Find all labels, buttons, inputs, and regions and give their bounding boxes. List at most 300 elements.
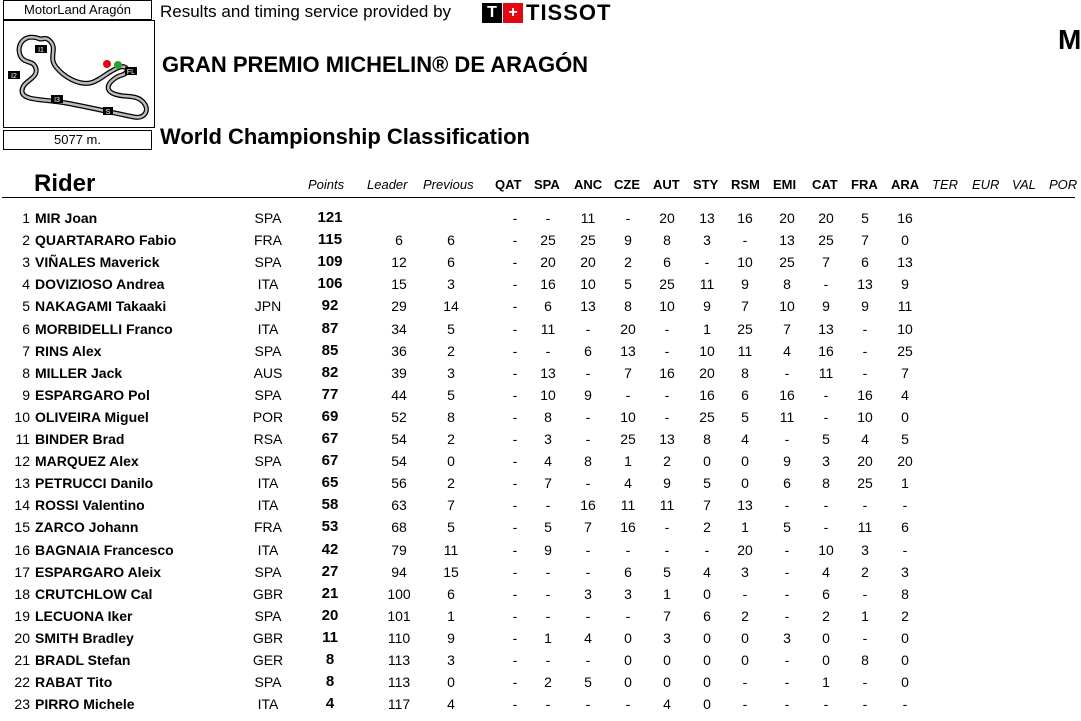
- leader-gap-cell: 44: [391, 386, 407, 403]
- table-row: [0, 671, 1075, 693]
- previous-gap-cell: 14: [443, 298, 459, 315]
- race-points-cell: -: [742, 696, 748, 713]
- race-points-cell: 3: [861, 541, 869, 558]
- race-points-cell: 0: [901, 629, 909, 646]
- table-row: [0, 229, 1075, 251]
- nation-cell: SPA: [254, 563, 282, 580]
- leader-gap-cell: 63: [391, 497, 407, 514]
- leader-gap-cell: 54: [391, 453, 407, 470]
- race-points-cell: 8: [783, 276, 791, 293]
- race-points-cell: 25: [737, 320, 753, 337]
- race-points-cell: 10: [779, 298, 795, 315]
- race-points-cell: 4: [703, 563, 711, 580]
- race-points-cell: 2: [663, 453, 671, 470]
- race-points-cell: 2: [624, 254, 632, 271]
- nation-cell: FRA: [254, 232, 282, 249]
- leader-gap-cell: 113: [387, 652, 411, 668]
- position-cell: 9: [22, 386, 30, 403]
- points-cell: 69: [321, 407, 339, 425]
- rider-name-cell: BINDER Brad: [35, 431, 125, 447]
- race-points-cell: 16: [699, 386, 715, 403]
- race-points-cell: -: [784, 541, 790, 558]
- race-points-cell: -: [862, 320, 868, 337]
- leader-gap-cell: 94: [391, 563, 407, 580]
- race-points-cell: 5: [544, 519, 552, 536]
- race-points-cell: -: [512, 696, 518, 713]
- nation-cell: SPA: [254, 453, 282, 470]
- race-points-cell: 16: [737, 210, 753, 226]
- race-points-cell: 16: [659, 364, 675, 381]
- future-race-column-header: VAL: [1012, 177, 1036, 192]
- previous-gap-cell: 0: [447, 674, 455, 691]
- points-cell: 27: [321, 562, 339, 580]
- nation-cell: AUS: [253, 364, 283, 381]
- race-points-cell: 25: [857, 475, 873, 492]
- race-points-cell: -: [664, 386, 670, 403]
- race-points-cell: 6: [741, 386, 749, 403]
- table-row: [0, 251, 1075, 273]
- leader-gap-cell: 100: [387, 585, 411, 602]
- race-points-cell: 4: [584, 629, 592, 646]
- tissot-t-icon: T: [482, 3, 502, 23]
- race-points-cell: 3: [584, 585, 592, 602]
- future-race-column-header: EUR: [972, 177, 1000, 192]
- race-points-cell: 8: [584, 453, 592, 470]
- previous-gap-cell: 5: [447, 519, 455, 536]
- race-points-cell: 9: [544, 541, 552, 558]
- points-cell: 109: [317, 253, 343, 271]
- race-points-cell: -: [742, 674, 748, 691]
- race-points-cell: 3: [624, 585, 632, 602]
- race-points-cell: -: [784, 674, 790, 691]
- race-points-cell: -: [512, 276, 518, 293]
- nation-cell: ITA: [257, 497, 279, 514]
- race-points-cell: 16: [857, 386, 873, 403]
- race-points-cell: -: [664, 519, 670, 536]
- race-points-cell: 5: [663, 563, 671, 580]
- race-column-header: AUT: [653, 177, 680, 192]
- race-points-cell: -: [902, 541, 908, 558]
- race-points-cell: 4: [544, 453, 552, 470]
- race-points-cell: 1: [741, 519, 749, 536]
- timing-service-text: Results and timing service provided by: [160, 2, 452, 21]
- race-points-cell: 25: [540, 232, 556, 249]
- race-points-cell: 11: [737, 342, 753, 359]
- race-points-cell: -: [512, 364, 518, 381]
- previous-gap-cell: 6: [447, 232, 455, 249]
- race-points-cell: 6: [822, 585, 830, 602]
- table-row: [0, 516, 1075, 538]
- position-cell: 14: [14, 497, 30, 514]
- position-cell: 23: [14, 696, 30, 713]
- points-cell: 42: [321, 540, 339, 558]
- race-points-cell: 25: [580, 232, 596, 249]
- table-row: [0, 583, 1075, 605]
- points-cell: 20: [321, 606, 339, 624]
- leader-gap-cell: 29: [391, 298, 407, 315]
- race-points-cell: 1: [703, 320, 711, 337]
- points-cell: 11: [322, 628, 338, 646]
- race-points-cell: -: [585, 364, 591, 381]
- race-points-cell: -: [545, 497, 551, 514]
- race-column-header: EMI: [773, 177, 797, 192]
- leader-gap-cell: 6: [395, 232, 403, 249]
- map-label-i3: I3: [54, 97, 60, 104]
- race-points-cell: 3: [663, 629, 671, 646]
- race-points-cell: 0: [901, 232, 909, 249]
- position-cell: 3: [22, 254, 30, 271]
- position-cell: 1: [22, 210, 30, 226]
- race-points-cell: 13: [737, 497, 753, 514]
- previous-gap-cell: 3: [447, 364, 455, 381]
- race-points-cell: 20: [857, 453, 873, 470]
- table-row: [0, 494, 1075, 516]
- rider-name-cell: NAKAGAMI Takaaki: [35, 298, 167, 315]
- race-points-cell: 0: [663, 652, 671, 668]
- race-points-cell: 8: [544, 408, 552, 425]
- race-points-cell: 0: [703, 652, 711, 668]
- rider-column-header: Rider: [34, 170, 96, 197]
- race-column-header: ANC: [574, 177, 603, 192]
- race-points-cell: 8: [822, 475, 830, 492]
- race-points-cell: -: [823, 408, 829, 425]
- race-points-cell: 0: [703, 629, 711, 646]
- race-points-cell: 0: [901, 652, 909, 668]
- race-points-cell: 7: [901, 364, 909, 381]
- points-cell: 85: [321, 341, 339, 359]
- race-points-cell: -: [512, 519, 518, 536]
- race-points-cell: 9: [663, 475, 671, 492]
- nation-cell: SPA: [254, 674, 282, 691]
- race-points-cell: 0: [901, 408, 909, 425]
- race-points-cell: 0: [741, 475, 749, 492]
- race-points-cell: 6: [544, 298, 552, 315]
- race-points-cell: 7: [544, 475, 552, 492]
- race-points-cell: 8: [861, 652, 869, 668]
- race-points-cell: 0: [624, 629, 632, 646]
- race-points-cell: 4: [861, 431, 869, 447]
- race-points-cell: -: [545, 210, 551, 226]
- nation-cell: GER: [252, 652, 284, 668]
- previous-gap-cell: 2: [447, 342, 455, 359]
- race-points-cell: -: [862, 342, 868, 359]
- position-cell: 2: [22, 232, 30, 249]
- race-points-cell: 20: [897, 453, 913, 470]
- race-points-cell: 25: [779, 254, 795, 271]
- race-points-cell: -: [625, 696, 631, 713]
- race-points-cell: 16: [620, 519, 636, 536]
- race-points-cell: 7: [663, 607, 671, 624]
- rider-name-cell: VIÑALES Maverick: [35, 254, 160, 271]
- classification-title: World Championship Classification: [160, 124, 530, 149]
- position-cell: 22: [14, 674, 30, 691]
- race-points-cell: -: [862, 629, 868, 646]
- race-points-cell: -: [823, 386, 829, 403]
- race-points-cell: -: [784, 696, 790, 713]
- race-points-cell: 6: [783, 475, 791, 492]
- previous-gap-cell: 3: [447, 276, 455, 293]
- position-cell: 21: [14, 652, 30, 668]
- nation-cell: RSA: [253, 431, 283, 447]
- rider-name-cell: SMITH Bradley: [35, 629, 134, 646]
- race-points-cell: 11: [540, 320, 556, 337]
- rider-name-cell: DOVIZIOSO Andrea: [35, 276, 165, 293]
- circuit-length: 5077 m.: [3, 130, 152, 150]
- race-points-cell: 25: [897, 342, 913, 359]
- race-points-cell: 6: [584, 342, 592, 359]
- race-points-cell: 0: [741, 652, 749, 668]
- race-points-cell: 20: [818, 210, 834, 226]
- position-cell: 5: [22, 298, 30, 315]
- rider-name-cell: BRADL Stefan: [35, 652, 131, 668]
- race-points-cell: 10: [540, 386, 556, 403]
- position-cell: 20: [14, 629, 30, 646]
- race-points-cell: -: [664, 541, 670, 558]
- race-points-cell: -: [902, 497, 908, 514]
- race-points-cell: 9: [822, 298, 830, 315]
- race-column-header: CAT: [812, 177, 838, 192]
- tissot-wordmark: TISSOT: [526, 0, 612, 25]
- previous-gap-cell: 15: [443, 563, 459, 580]
- table-row: [0, 627, 1075, 649]
- position-cell: 4: [22, 276, 30, 293]
- race-points-cell: 7: [584, 519, 592, 536]
- race-points-cell: 7: [624, 364, 632, 381]
- race-points-cell: -: [784, 607, 790, 624]
- race-points-cell: 13: [699, 210, 715, 226]
- leader-gap-cell: 113: [387, 674, 411, 691]
- race-points-cell: 1: [544, 629, 552, 646]
- race-points-cell: -: [512, 652, 518, 668]
- race-points-cell: 20: [620, 320, 636, 337]
- race-points-cell: 5: [861, 210, 869, 226]
- race-points-cell: -: [585, 431, 591, 447]
- points-cell: 67: [321, 452, 339, 470]
- table-row: [0, 406, 1075, 428]
- nation-cell: GBR: [252, 629, 284, 646]
- race-points-cell: 0: [703, 453, 711, 470]
- leader-gap-cell: 117: [387, 696, 411, 713]
- position-cell: 16: [14, 541, 30, 558]
- race-points-cell: 11: [818, 364, 834, 381]
- race-points-cell: 0: [741, 629, 749, 646]
- race-column-header: CZE: [614, 177, 640, 192]
- rider-name-cell: MORBIDELLI Franco: [35, 320, 173, 337]
- race-points-cell: -: [585, 541, 591, 558]
- race-points-cell: 16: [580, 497, 596, 514]
- race-points-cell: 10: [737, 254, 753, 271]
- race-points-cell: -: [545, 652, 551, 668]
- race-points-cell: -: [585, 652, 591, 668]
- race-points-cell: 11: [699, 276, 715, 293]
- race-points-cell: 10: [818, 541, 834, 558]
- rider-name-cell: RABAT Tito: [35, 674, 113, 691]
- race-points-cell: 0: [703, 674, 711, 691]
- race-points-cell: -: [545, 696, 551, 713]
- race-points-cell: 10: [699, 342, 715, 359]
- race-points-cell: 13: [620, 342, 636, 359]
- table-row: [0, 295, 1075, 317]
- leader-gap-cell: 110: [387, 629, 411, 646]
- race-points-cell: 4: [624, 475, 632, 492]
- table-row: [0, 384, 1075, 406]
- race-points-cell: 11: [620, 497, 636, 514]
- race-points-cell: 7: [703, 497, 711, 514]
- points-cell: 8: [325, 651, 335, 668]
- race-points-cell: 2: [861, 563, 869, 580]
- race-points-cell: 9: [783, 453, 791, 470]
- race-points-cell: -: [512, 386, 518, 403]
- leader-gap-cell: 56: [391, 475, 407, 492]
- table-header: [0, 170, 1078, 198]
- race-points-cell: -: [585, 475, 591, 492]
- race-points-cell: -: [512, 607, 518, 624]
- leader-gap-cell: 68: [391, 519, 407, 536]
- race-points-cell: -: [784, 364, 790, 381]
- table-row: [0, 693, 1075, 715]
- race-points-cell: 20: [540, 254, 556, 271]
- event-title: GRAN PREMIO MICHELIN® DE ARAGÓN: [162, 52, 589, 77]
- race-points-cell: 3: [901, 563, 909, 580]
- rider-name-cell: RINS Alex: [35, 342, 102, 359]
- race-points-cell: 1: [663, 585, 671, 602]
- map-label-fl: FL: [126, 69, 136, 76]
- race-points-cell: 13: [779, 232, 795, 249]
- position-cell: 15: [14, 519, 30, 536]
- points-cell: 67: [321, 430, 339, 447]
- race-points-cell: -: [704, 541, 710, 558]
- nation-cell: ITA: [257, 541, 279, 558]
- previous-gap-cell: 3: [447, 652, 455, 668]
- race-points-cell: 2: [741, 607, 749, 624]
- race-points-cell: 13: [580, 298, 596, 315]
- points-cell: 87: [321, 319, 339, 337]
- previous-gap-cell: 11: [443, 541, 459, 558]
- future-race-column-header: TER: [932, 177, 958, 192]
- race-points-cell: 6: [663, 254, 671, 271]
- race-points-cell: 25: [659, 276, 675, 293]
- rider-name-cell: LECUONA Iker: [35, 607, 133, 624]
- race-points-cell: 11: [779, 408, 795, 425]
- race-points-cell: 13: [659, 431, 675, 447]
- tissot-logo: [482, 2, 611, 24]
- race-points-cell: 13: [897, 254, 913, 271]
- race-points-cell: 0: [901, 674, 909, 691]
- race-column-header: ARA: [891, 177, 920, 192]
- nation-cell: SPA: [254, 607, 282, 624]
- race-points-cell: 8: [663, 232, 671, 249]
- race-points-cell: -: [664, 320, 670, 337]
- race-points-cell: 20: [737, 541, 753, 558]
- race-points-cell: -: [704, 254, 710, 271]
- points-cell: 65: [321, 474, 339, 492]
- rider-name-cell: PIRRO Michele: [35, 696, 135, 713]
- race-points-cell: 4: [741, 431, 749, 447]
- position-cell: 6: [22, 320, 30, 337]
- leader-column-header: Leader: [367, 177, 408, 192]
- race-points-cell: 16: [897, 210, 913, 226]
- race-points-cell: 16: [818, 342, 834, 359]
- race-points-cell: -: [784, 652, 790, 668]
- position-cell: 10: [14, 408, 30, 425]
- race-points-cell: 10: [659, 298, 675, 315]
- previous-gap-cell: 8: [447, 408, 455, 425]
- race-points-cell: 0: [624, 652, 632, 668]
- race-points-cell: 13: [857, 276, 873, 293]
- previous-column-header: Previous: [423, 177, 474, 192]
- race-points-cell: 10: [857, 408, 873, 425]
- race-points-cell: -: [784, 563, 790, 580]
- nation-cell: JPN: [254, 298, 282, 315]
- previous-gap-cell: 9: [447, 629, 455, 646]
- race-points-cell: -: [585, 607, 591, 624]
- race-points-cell: -: [823, 696, 829, 713]
- previous-gap-cell: 5: [447, 320, 455, 337]
- race-points-cell: 2: [822, 607, 830, 624]
- nation-cell: SPA: [254, 210, 282, 226]
- circuit-map: [3, 20, 155, 128]
- race-points-cell: 4: [901, 386, 909, 403]
- race-points-cell: 0: [663, 674, 671, 691]
- table-row: [0, 539, 1075, 561]
- rider-name-cell: MILLER Jack: [35, 364, 123, 381]
- points-cell: 106: [317, 275, 343, 293]
- leader-gap-cell: 79: [391, 541, 407, 558]
- race-points-cell: -: [862, 497, 868, 514]
- race-points-cell: 9: [584, 386, 592, 403]
- race-points-cell: 20: [699, 364, 715, 381]
- race-column-header: FRA: [851, 177, 878, 192]
- race-points-cell: 13: [818, 320, 834, 337]
- leader-gap-cell: 39: [391, 364, 407, 381]
- position-cell: 17: [14, 563, 30, 580]
- race-points-cell: 16: [779, 386, 795, 403]
- previous-gap-cell: 5: [447, 386, 455, 403]
- rider-name-cell: PETRUCCI Danilo: [35, 475, 154, 492]
- race-points-cell: -: [585, 563, 591, 580]
- points-cell: 121: [317, 209, 343, 226]
- race-points-cell: 25: [699, 408, 715, 425]
- nation-cell: SPA: [254, 386, 282, 403]
- race-points-cell: -: [664, 408, 670, 425]
- rider-name-cell: OLIVEIRA Miguel: [35, 408, 149, 425]
- race-points-cell: 5: [703, 475, 711, 492]
- nation-cell: POR: [252, 408, 284, 425]
- position-cell: 11: [15, 431, 30, 447]
- race-points-cell: -: [512, 629, 518, 646]
- previous-gap-cell: 7: [447, 497, 455, 514]
- nation-cell: FRA: [254, 519, 282, 536]
- race-points-cell: -: [585, 320, 591, 337]
- race-points-cell: -: [512, 453, 518, 470]
- leader-gap-cell: 12: [391, 254, 407, 271]
- race-points-cell: 4: [663, 696, 671, 713]
- position-cell: 8: [22, 364, 30, 381]
- table-row: [0, 340, 1075, 362]
- race-points-cell: -: [823, 497, 829, 514]
- race-points-cell: -: [823, 519, 829, 536]
- corner-letter: M: [1058, 24, 1081, 55]
- table-row: [0, 273, 1075, 295]
- future-race-column-header: POR: [1049, 177, 1078, 192]
- race-points-cell: -: [585, 696, 591, 713]
- race-points-cell: -: [512, 408, 518, 425]
- race-points-cell: 6: [624, 563, 632, 580]
- race-points-cell: 7: [783, 320, 791, 337]
- race-points-cell: -: [742, 585, 748, 602]
- race-points-cell: -: [512, 232, 518, 249]
- previous-gap-cell: 1: [447, 607, 455, 624]
